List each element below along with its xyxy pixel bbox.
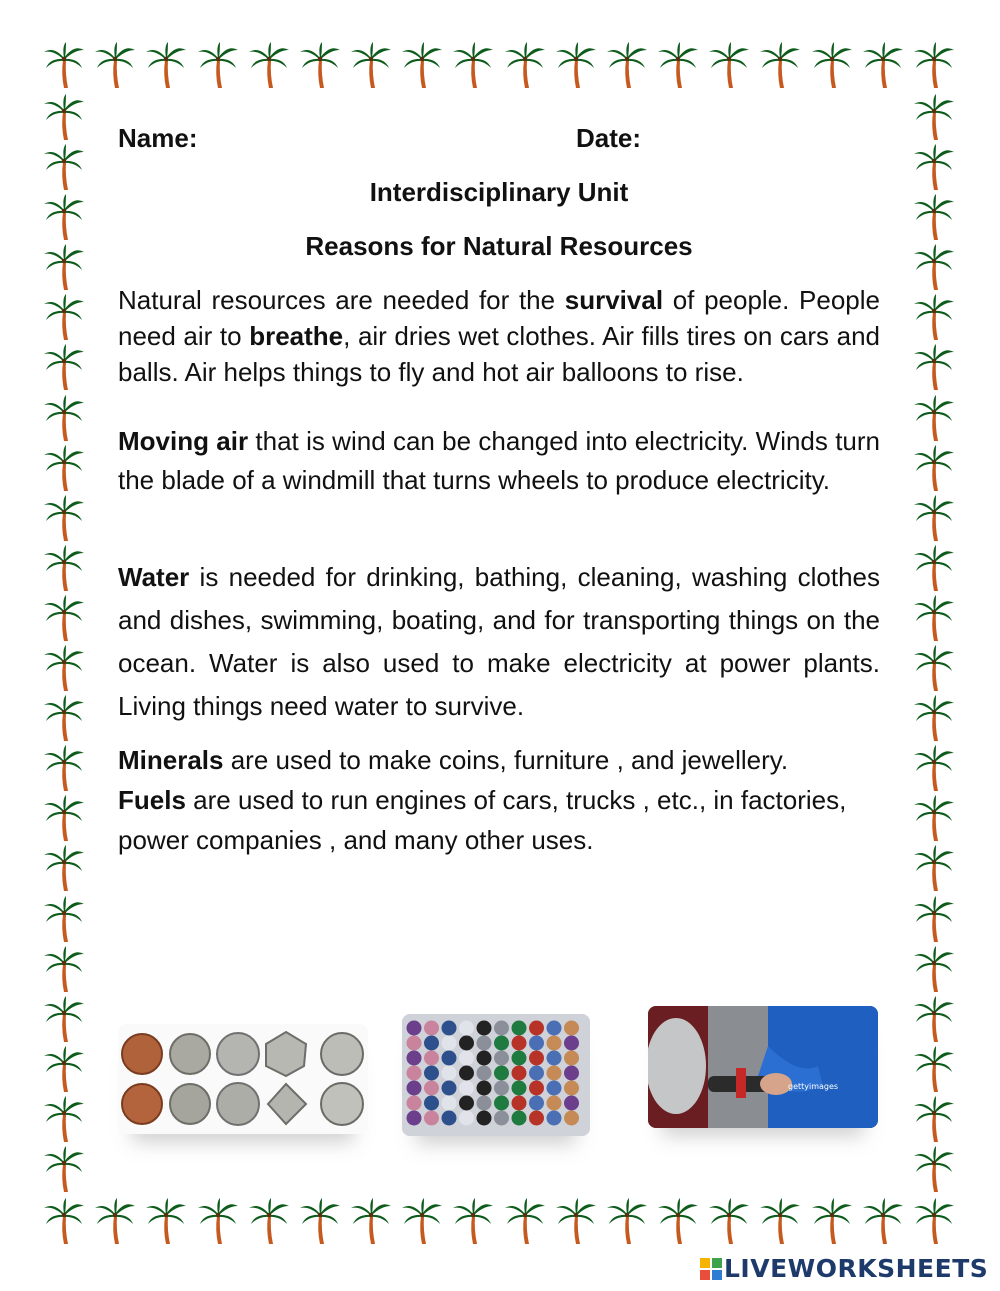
palm-tree-icon: [914, 493, 954, 543]
bead: [424, 1096, 439, 1111]
bead: [442, 1066, 457, 1081]
bead: [529, 1066, 544, 1081]
palm-tree-icon: [709, 40, 749, 90]
palm-tree-icon: [914, 593, 954, 643]
bead: [564, 1066, 579, 1081]
bead: [564, 1036, 579, 1051]
unit-title: Interdisciplinary Unit: [369, 177, 629, 207]
palm-tree-icon: [760, 1196, 800, 1246]
palm-tree-icon: [914, 40, 954, 90]
bead: [407, 1036, 422, 1051]
bead: [564, 1111, 579, 1126]
palm-tree-icon: [914, 443, 954, 493]
bead: [564, 1081, 579, 1096]
bead: [494, 1036, 509, 1051]
palm-tree-icon: [556, 1196, 596, 1246]
palm-tree-icon: [44, 1144, 84, 1194]
bead: [424, 1066, 439, 1081]
bead: [512, 1081, 527, 1096]
bead: [477, 1066, 492, 1081]
bead: [477, 1111, 492, 1126]
palm-tree-icon: [95, 1196, 135, 1246]
palm-tree-icon: [146, 1196, 186, 1246]
bead: [424, 1021, 439, 1036]
bead: [459, 1111, 474, 1126]
bead: [442, 1111, 457, 1126]
palm-tree-icon: [914, 393, 954, 443]
palm-tree-icon: [914, 944, 954, 994]
bead: [407, 1021, 422, 1036]
palm-tree-icon: [198, 40, 238, 90]
palm-tree-icon: [505, 1196, 545, 1246]
text-run: Natural resources are needed for the: [118, 285, 565, 315]
bead: [547, 1111, 562, 1126]
palm-tree-icon: [44, 593, 84, 643]
palm-tree-icon: [914, 1094, 954, 1144]
palm-tree-icon: [198, 1196, 238, 1246]
worksheet-title: Reasons for Natural Resources: [305, 231, 693, 261]
bead: [477, 1096, 492, 1111]
bead: [512, 1036, 527, 1051]
bead: [512, 1111, 527, 1126]
keyword-moving-air: Moving air: [118, 426, 249, 456]
palm-tree-icon: [914, 1044, 954, 1094]
bead: [424, 1111, 439, 1126]
palm-tree-icon: [44, 743, 84, 793]
text-run: are used to run engines of cars, trucks , etc., in factories, power companies , and many other uses.: [118, 785, 847, 855]
bead: [529, 1036, 544, 1051]
palm-tree-icon: [44, 92, 84, 142]
bead: [494, 1066, 509, 1081]
palm-tree-icon: [914, 643, 954, 693]
keyword-water: Water: [118, 562, 190, 592]
palm-tree-icon: [44, 793, 84, 843]
palm-tree-icon: [556, 40, 596, 90]
bead: [494, 1096, 509, 1111]
bead: [529, 1096, 544, 1111]
palm-tree-icon: [44, 1094, 84, 1144]
bead: [477, 1036, 492, 1051]
bead: [547, 1051, 562, 1066]
getty-watermark: gettyimages: [788, 1082, 839, 1091]
palm-tree-icon: [44, 242, 84, 292]
palm-tree-icon: [402, 1196, 442, 1246]
bead: [529, 1111, 544, 1126]
palm-tree-icon: [351, 1196, 391, 1246]
fuel-pump-photo: [648, 1006, 878, 1128]
logo-text: LIVEWORKSHEETS: [724, 1254, 989, 1283]
bead: [442, 1021, 457, 1036]
bead: [547, 1066, 562, 1081]
palm-tree-icon: [607, 1196, 647, 1246]
palm-tree-icon: [44, 142, 84, 192]
coins-photo: [118, 1024, 368, 1134]
paragraph-minerals-fuels: [118, 740, 858, 860]
text-run: is needed for drinking, bathing, cleaning, washing clothes and dishes, swimming, boating, and for transporting things on the ocean. Water is also used to make electricity at power plants. Living things need water to survive.: [118, 562, 880, 721]
palm-tree-icon: [453, 40, 493, 90]
palm-tree-icon: [812, 1196, 852, 1246]
palm-tree-icon: [914, 292, 954, 342]
palm-tree-icon: [146, 40, 186, 90]
bead: [547, 1096, 562, 1111]
palm-tree-icon: [351, 40, 391, 90]
text-run: are used to make coins, furniture , and jewellery.: [223, 745, 789, 775]
bead: [547, 1036, 562, 1051]
palm-tree-icon: [863, 40, 903, 90]
bead: [459, 1021, 474, 1036]
paragraph-water: [118, 556, 880, 728]
header-row: [118, 116, 880, 160]
palm-tree-icon: [658, 40, 698, 90]
palm-tree-icon: [453, 1196, 493, 1246]
keyword-minerals: Minerals: [118, 745, 224, 775]
palm-tree-icon: [44, 1044, 84, 1094]
keyword-survival: survival: [564, 285, 664, 315]
text-run: of people. People need air to: [118, 285, 880, 351]
bead: [407, 1111, 422, 1126]
palm-tree-icon: [914, 543, 954, 593]
bead: [529, 1051, 544, 1066]
palm-tree-icon: [914, 92, 954, 142]
bead: [407, 1066, 422, 1081]
bead: [512, 1051, 527, 1066]
palm-tree-icon: [402, 40, 442, 90]
photo-strip: [118, 1006, 880, 1166]
palm-tree-icon: [44, 944, 84, 994]
bead: [424, 1051, 439, 1066]
palm-tree-icon: [760, 40, 800, 90]
palm-tree-icon: [914, 242, 954, 292]
palm-tree-icon: [300, 40, 340, 90]
palm-tree-icon: [914, 192, 954, 242]
palm-tree-icon: [44, 192, 84, 242]
keyword-fuels: Fuels: [118, 785, 186, 815]
palm-tree-icon: [249, 40, 289, 90]
liveworksheets-logo: [700, 1254, 996, 1284]
bead: [477, 1081, 492, 1096]
bead: [494, 1111, 509, 1126]
bead: [407, 1051, 422, 1066]
palm-tree-icon: [44, 493, 84, 543]
palm-tree-icon: [914, 843, 954, 893]
name-label: Name:: [118, 123, 198, 153]
keyword-breathe: breathe: [249, 321, 344, 351]
bead: [459, 1036, 474, 1051]
palm-tree-icon: [914, 1196, 954, 1246]
bead: [512, 1066, 527, 1081]
palm-tree-icon: [300, 1196, 340, 1246]
palm-tree-icon: [44, 894, 84, 944]
palm-tree-icon: [44, 292, 84, 342]
palm-tree-icon: [249, 1196, 289, 1246]
date-label: Date:: [576, 123, 642, 153]
bead: [547, 1021, 562, 1036]
palm-tree-icon: [44, 543, 84, 593]
bead: [442, 1051, 457, 1066]
bead: [442, 1081, 457, 1096]
palm-tree-icon: [95, 40, 135, 90]
palm-tree-icon: [505, 40, 545, 90]
palm-tree-icon: [44, 1196, 84, 1246]
palm-tree-icon: [914, 142, 954, 192]
palm-tree-icon: [44, 443, 84, 493]
worksheet-content: [118, 116, 880, 860]
bead: [564, 1051, 579, 1066]
palm-tree-icon: [44, 693, 84, 743]
palm-tree-icon: [914, 994, 954, 1044]
bead: [512, 1021, 527, 1036]
bead: [459, 1066, 474, 1081]
bead: [494, 1051, 509, 1066]
palm-tree-icon: [863, 1196, 903, 1246]
bead: [529, 1021, 544, 1036]
bead: [512, 1096, 527, 1111]
palm-tree-icon: [914, 894, 954, 944]
palm-tree-icon: [812, 40, 852, 90]
bead: [494, 1021, 509, 1036]
coin-images: [122, 1032, 363, 1125]
palm-tree-icon: [44, 643, 84, 693]
bead: [424, 1081, 439, 1096]
palm-tree-icon: [44, 342, 84, 392]
bead: [459, 1081, 474, 1096]
palm-tree-icon: [914, 1144, 954, 1194]
bead: [459, 1096, 474, 1111]
palm-tree-icon: [44, 40, 84, 90]
palm-tree-icon: [44, 843, 84, 893]
bead: [424, 1036, 439, 1051]
text-run: , air dries wet clothes. Air fills tires on cars and balls. Air helps things to fly and hot air balloons to rise.: [118, 321, 881, 387]
logo-blocks-icon: [700, 1258, 722, 1280]
bead: [407, 1096, 422, 1111]
paragraph-air: [118, 282, 880, 390]
bead: [547, 1081, 562, 1096]
palm-tree-icon: [709, 1196, 749, 1246]
palm-tree-icon: [914, 743, 954, 793]
paragraph-wind: [118, 422, 880, 500]
bead: [564, 1096, 579, 1111]
bead: [442, 1036, 457, 1051]
palm-tree-icon: [914, 693, 954, 743]
bead: [477, 1051, 492, 1066]
palm-tree-icon: [914, 793, 954, 843]
palm-tree-icon: [44, 994, 84, 1044]
bead: [459, 1051, 474, 1066]
bead: [529, 1081, 544, 1096]
palm-tree-icon: [914, 342, 954, 392]
text-run: that is wind can be changed into electricity. Winds turn the blade of a windmill that turns wheels to produce electricity.: [118, 426, 881, 495]
bead: [494, 1081, 509, 1096]
bead: [564, 1021, 579, 1036]
palm-tree-icon: [658, 1196, 698, 1246]
bead: [477, 1021, 492, 1036]
bracelets-photo: [402, 1014, 590, 1136]
palm-tree-icon: [607, 40, 647, 90]
bead: [407, 1081, 422, 1096]
palm-tree-icon: [44, 393, 84, 443]
bead: [442, 1096, 457, 1111]
